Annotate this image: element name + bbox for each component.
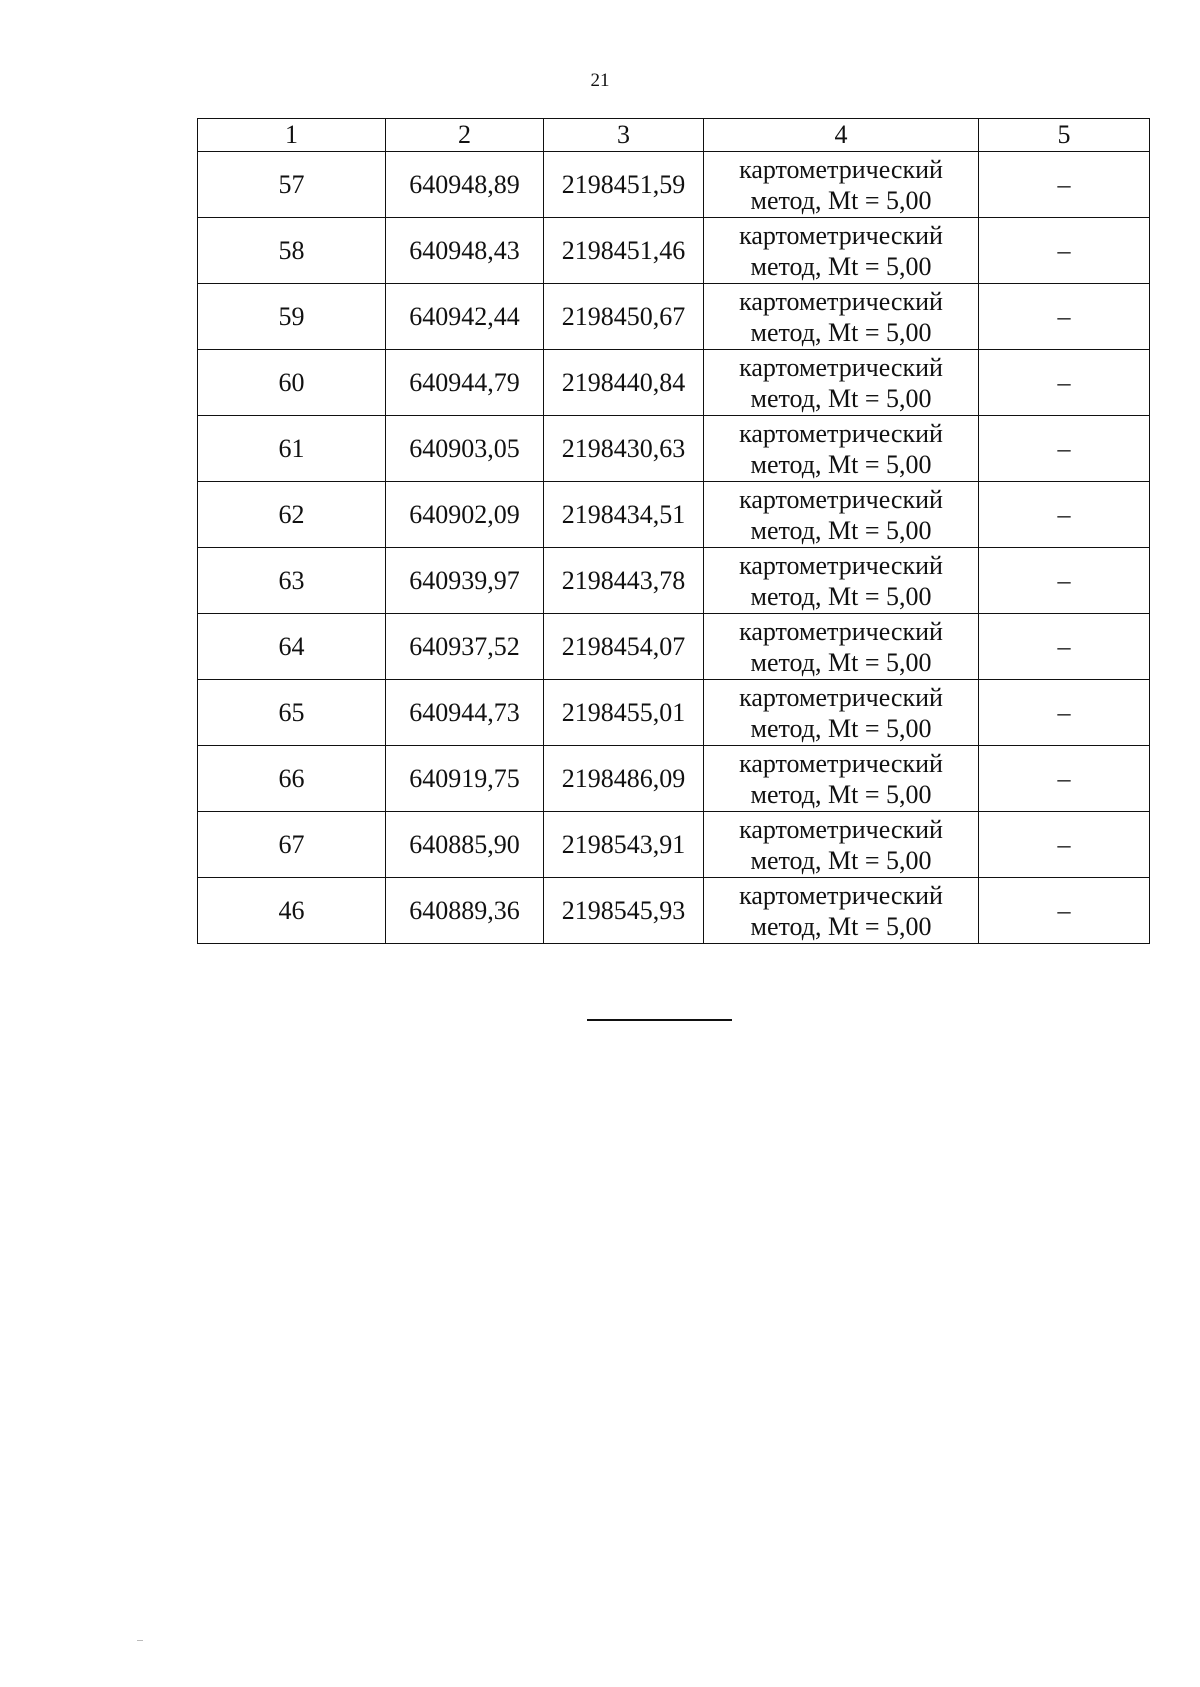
- table-row: [198, 482, 1150, 548]
- method-line-2: метод, Mt = 5,00: [750, 515, 932, 545]
- method-line-2: метод, Mt = 5,00: [750, 647, 932, 677]
- note-cell: –: [979, 548, 1150, 614]
- table-row: [198, 218, 1150, 284]
- method-line-2: метод, Mt = 5,00: [750, 383, 932, 413]
- note-cell: –: [979, 218, 1150, 284]
- method-line-1: картометрический: [739, 220, 943, 250]
- y-coordinate-cell: 2198543,91: [544, 812, 704, 878]
- point-number-cell: 64: [198, 614, 386, 680]
- note-cell: –: [979, 416, 1150, 482]
- table-row: [198, 680, 1150, 746]
- x-coordinate-cell: 640937,52: [386, 614, 544, 680]
- x-coordinate-cell: 640948,89: [386, 152, 544, 218]
- method-line-2: метод, Mt = 5,00: [750, 317, 932, 347]
- method-line-1: картометрический: [739, 418, 943, 448]
- x-coordinate-cell: 640885,90: [386, 812, 544, 878]
- method-line-1: картометрический: [739, 880, 943, 910]
- table-row: [198, 284, 1150, 350]
- note-cell: –: [979, 152, 1150, 218]
- method-line-1: картометрический: [739, 286, 943, 316]
- y-coordinate-cell: 2198443,78: [544, 548, 704, 614]
- method-line-1: картометрический: [739, 682, 943, 712]
- y-coordinate-cell: 2198434,51: [544, 482, 704, 548]
- x-coordinate-cell: 640948,43: [386, 218, 544, 284]
- column-header-method: 4: [704, 119, 979, 152]
- table-row: [198, 416, 1150, 482]
- point-number-cell: 58: [198, 218, 386, 284]
- x-coordinate-cell: 640944,79: [386, 350, 544, 416]
- y-coordinate-cell: 2198451,59: [544, 152, 704, 218]
- y-coordinate-cell: 2198450,67: [544, 284, 704, 350]
- x-coordinate-cell: 640944,73: [386, 680, 544, 746]
- method-line-1: картометрический: [739, 154, 943, 184]
- x-coordinate-cell: 640889,36: [386, 878, 544, 944]
- y-coordinate-cell: 2198455,01: [544, 680, 704, 746]
- point-number-cell: 62: [198, 482, 386, 548]
- method-line-2: метод, Mt = 5,00: [750, 251, 932, 281]
- x-coordinate-cell: 640942,44: [386, 284, 544, 350]
- point-number-cell: 59: [198, 284, 386, 350]
- table-row: [198, 548, 1150, 614]
- note-cell: –: [979, 614, 1150, 680]
- note-cell: –: [979, 878, 1150, 944]
- method-line-2: метод, Mt = 5,00: [750, 449, 932, 479]
- x-coordinate-cell: 640939,97: [386, 548, 544, 614]
- column-header-point: 1: [198, 119, 386, 152]
- method-cell: [704, 878, 979, 944]
- point-number-cell: 65: [198, 680, 386, 746]
- method-line-2: метод, Mt = 5,00: [750, 779, 932, 809]
- y-coordinate-cell: 2198451,46: [544, 218, 704, 284]
- method-line-1: картометрический: [739, 484, 943, 514]
- point-number-cell: 66: [198, 746, 386, 812]
- point-number-cell: 57: [198, 152, 386, 218]
- column-header-y: 3: [544, 119, 704, 152]
- note-cell: –: [979, 482, 1150, 548]
- column-header-x: 2: [386, 119, 544, 152]
- y-coordinate-cell: 2198486,09: [544, 746, 704, 812]
- table-row: [198, 878, 1150, 944]
- note-cell: –: [979, 746, 1150, 812]
- point-number-cell: 63: [198, 548, 386, 614]
- method-line-1: картометрический: [739, 814, 943, 844]
- note-cell: –: [979, 350, 1150, 416]
- scan-artifact: [137, 1640, 143, 1641]
- y-coordinate-cell: 2198430,63: [544, 416, 704, 482]
- x-coordinate-cell: 640902,09: [386, 482, 544, 548]
- method-cell: [704, 350, 979, 416]
- end-of-document-rule: [587, 1019, 732, 1021]
- table-header-row: [198, 119, 1150, 152]
- method-line-2: метод, Mt = 5,00: [750, 185, 932, 215]
- method-line-1: картометрический: [739, 550, 943, 580]
- method-line-1: картометрический: [739, 748, 943, 778]
- note-cell: –: [979, 284, 1150, 350]
- x-coordinate-cell: 640903,05: [386, 416, 544, 482]
- method-cell: [704, 482, 979, 548]
- method-cell: [704, 416, 979, 482]
- y-coordinate-cell: 2198454,07: [544, 614, 704, 680]
- method-line-2: метод, Mt = 5,00: [750, 845, 932, 875]
- note-cell: –: [979, 812, 1150, 878]
- table-row: [198, 746, 1150, 812]
- y-coordinate-cell: 2198440,84: [544, 350, 704, 416]
- method-cell: [704, 812, 979, 878]
- method-line-1: картометрический: [739, 616, 943, 646]
- method-line-2: метод, Mt = 5,00: [750, 713, 932, 743]
- table-row: [198, 812, 1150, 878]
- table-row: [198, 614, 1150, 680]
- note-cell: –: [979, 680, 1150, 746]
- table-row: [198, 350, 1150, 416]
- column-header-note: 5: [979, 119, 1150, 152]
- method-line-2: метод, Mt = 5,00: [750, 911, 932, 941]
- table-row: [198, 152, 1150, 218]
- method-cell: [704, 614, 979, 680]
- method-cell: [704, 152, 979, 218]
- method-line-2: метод, Mt = 5,00: [750, 581, 932, 611]
- method-line-1: картометрический: [739, 352, 943, 382]
- x-coordinate-cell: 640919,75: [386, 746, 544, 812]
- point-number-cell: 60: [198, 350, 386, 416]
- method-cell: [704, 680, 979, 746]
- method-cell: [704, 218, 979, 284]
- method-cell: [704, 548, 979, 614]
- page-number: 21: [590, 70, 610, 91]
- y-coordinate-cell: 2198545,93: [544, 878, 704, 944]
- point-number-cell: 61: [198, 416, 386, 482]
- point-number-cell: 46: [198, 878, 386, 944]
- coordinates-table: [197, 118, 1150, 944]
- point-number-cell: 67: [198, 812, 386, 878]
- method-cell: [704, 284, 979, 350]
- method-cell: [704, 746, 979, 812]
